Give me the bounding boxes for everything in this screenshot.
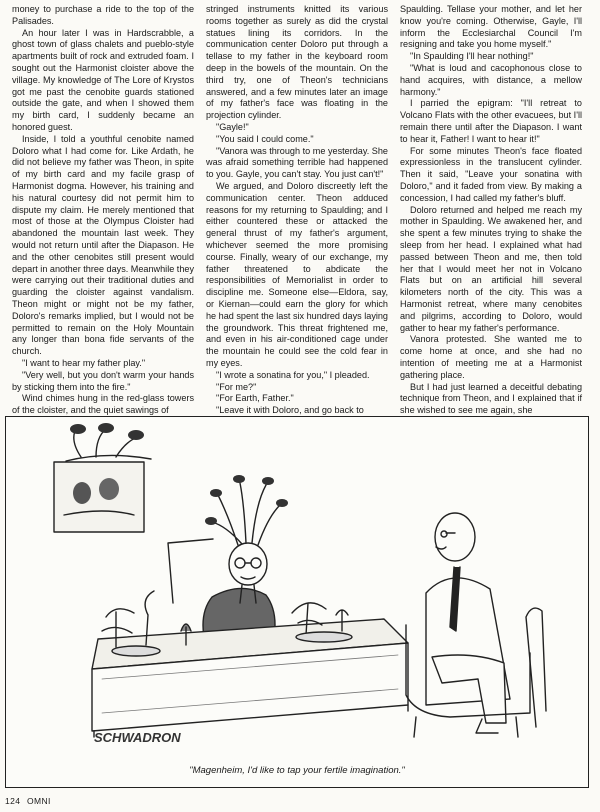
visitor: [426, 513, 510, 733]
paragraph: We argued, and Doloro discreetly left the communication center. Theon adduced reasons for my returning to Spaulding; and I either countered these or attacked the general thrust of my father's argument, whichever seemed the more promising course. Finally, weary of our exchange, my father threatened to abdicate the responsibilities of Memorialist in order to discipline me. Someone else—Eldora, say, or Kiernan—could earn the glory for which he had spent the last six hundred days laying the groundwork. This threat frightened me, and even in his air-conditioned cage under the mountain he could see the cold fear in my eyes.: [206, 180, 388, 368]
text-column-1: [12, 4, 194, 417]
paragraph: money to purchase a ride to the top of the Palisades.: [12, 4, 194, 26]
cartoon-caption: "Magenheim, I'd like to tap your fertile imagination.": [189, 765, 405, 776]
wall-picture: [54, 462, 144, 532]
paragraph: "I wrote a sonatina for you," I pleaded.: [216, 369, 370, 380]
paragraph: Inside, I told a youthful cenobite named Doloro what I had come for. Like Ardath, he did not believe my father was Theon, in spite of my birth card and my facile grasp of Harmonist dogma. However, his training and his natural courtesy did not permit him to dispute my claim. He merely mentioned that most of those at the Olympus Cloister had abandoned the mountain last week. They would not return until after the Diapason. He and the other cenobites still present would depart in another three days. Meanwhile they were carrying out their traditional duties and guarding the cloister against vandalism. Theon might or might not be my father, Doloro's remarks implied, but I would not be permitted to remain on the Holy Mountain any longer than bona fide servants of the church.: [12, 133, 194, 357]
cartoon-panel: [5, 416, 589, 788]
paragraph: "For Earth, Father.": [216, 393, 294, 404]
paragraph: Wind chimes hung in the red-glass towers of the cloister, and the quiet sawings of: [12, 393, 194, 416]
paragraph: Doloro returned and helped me reach my mother in Spaulding. We awakened her, and she spent a few minutes trying to shake the sleep from her head. I explained what had passed between Theon and me, then told her that I would meet her not in Volcano Flats but on an artificial hill several kilometers north of the city. This was a Harmonist retreat, where many cenobites and pilgrims, according to Doloro, would gather to hear my father's performance.: [400, 204, 582, 333]
text-column-3: [400, 4, 582, 417]
paragraph: An hour later I was in Hardscrabble, a ghost town of glass chalets and pueblo-style apartments built of rock and extruded foam. I sought out the Harmonist cloister above the village. My knowledge of The Lore of Krystos got me past the cenobite guards stationed outside the gate, and when I showed them my birth card, I suddenly became an honored guest.: [12, 27, 194, 132]
paragraph: Spaulding. Tellase your mother, and let her know you're coming. Otherwise, Gayle, I'll inform the Ecclesiarchal Council I'm resigning and take you home myself.": [400, 4, 582, 50]
paragraph: "Leave it with Doloro, and go back to: [216, 405, 364, 416]
paragraph: "I want to hear my father play.": [22, 357, 146, 368]
cartoonist-signature: SCHWADRON: [94, 730, 181, 745]
paragraph: I parried the epigram: "I'll retreat to Volcano Flats with the other evacuees, but I'll remain there until after the Diapason. I want to hear it, Father! I want to hear it!": [400, 98, 582, 144]
magazine-name: OMNI: [27, 796, 51, 806]
paragraph: Vanora protested. She wanted me to come home at once, and she had no intention of meeting me at a Harmonist gathering place.: [400, 334, 582, 380]
paragraph: stringed instruments knitted its various rooms together as surely as did the crystal statues lining its corridors. In the communication center Doloro put through a tellase to my father in the keyboard room deep in the bowels of the mountain. On the third try, one of Theon's technicians answered, and a few minutes later an image of my father's face was floating in the projection cylinder.: [206, 4, 388, 121]
man-at-desk: [203, 475, 288, 637]
page-number: 124: [5, 796, 21, 806]
paragraph: "Gayle!": [216, 121, 249, 132]
text-column-2: [206, 4, 388, 417]
paragraph: "In Spaulding I'll hear nothing!": [410, 51, 534, 62]
paragraph: "For me?": [216, 381, 257, 392]
desk: [92, 619, 408, 737]
paragraph: "Vanora was through to me yesterday. She was afraid something terrible had happened to you. Gayle, you can't stay. You just can't!": [206, 145, 388, 180]
paragraph: For some minutes Theon's face floated expressionless in the translucent cylinder. Then it said, "Leave your sonatina with Doloro," and it faded from view. By making a concession, I had called my father's bluff.: [400, 145, 582, 203]
picture-plants: [66, 423, 151, 461]
paragraph: But I had just learned a deceitful debating technique from Theon, and I explained that if she wished to see me again, she: [400, 381, 582, 416]
cartoon-illustration: [6, 417, 588, 787]
paragraph: "You said I could come.": [216, 133, 314, 144]
paragraph: "What is loud and cacophonous close to hand acquires, with distance, a mellow harmony.": [400, 62, 582, 97]
paragraph: "Very well, but you don't warm your hands by sticking them into the fire.": [12, 369, 194, 392]
